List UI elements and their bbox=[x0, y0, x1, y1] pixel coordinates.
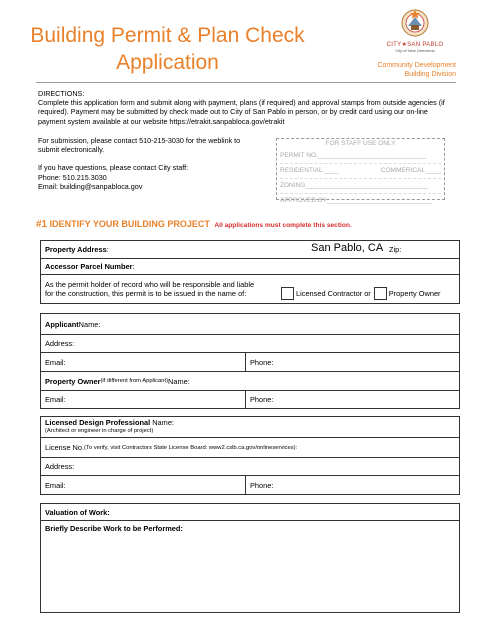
dept-line-1: Community Development bbox=[377, 62, 456, 69]
applicant-label: Applicant bbox=[45, 319, 79, 329]
city-state-value: San Pablo, CA bbox=[311, 242, 384, 254]
licensed-contractor-label: Licensed Contractor or bbox=[296, 288, 371, 298]
licensed-contractor-checkbox[interactable] bbox=[281, 287, 294, 300]
applicant-address-label: Address: bbox=[45, 339, 75, 348]
apn-colon: : bbox=[132, 262, 135, 271]
property-address-colon: : bbox=[106, 245, 109, 254]
contact-phone: Phone: 510.215.3030 bbox=[38, 172, 107, 182]
staff-permit-no-label: PERMIT NO.______________________________ bbox=[280, 152, 427, 159]
questions-text: If you have questions, please contact City staff: bbox=[38, 163, 189, 173]
describe-work-label: Briefly Describe Work to be Performed: bbox=[45, 524, 183, 533]
designer-box bbox=[40, 416, 460, 495]
holder-line-2: for the construction, this permit is to be issued in the name of: bbox=[45, 289, 247, 298]
staff-box-title: FOR STAFF USE ONLY bbox=[325, 140, 396, 147]
designer-address-row[interactable] bbox=[41, 458, 459, 476]
designer-email-label: Email: bbox=[45, 480, 66, 490]
form-title bbox=[20, 22, 315, 76]
applicant-box bbox=[40, 313, 460, 409]
section-1-heading bbox=[36, 219, 352, 230]
submission-text: For submission, please contact 510-215-3030 for the weblink to submit electronically. bbox=[38, 136, 241, 155]
owner-email-field[interactable] bbox=[41, 391, 246, 408]
valuation-label: Valuation of Work: bbox=[45, 507, 110, 517]
applicant-name-row[interactable] bbox=[41, 314, 459, 335]
logo-city-name: CITY★SAN PABLO bbox=[386, 42, 444, 48]
permit-holder-row bbox=[41, 275, 459, 303]
directions-heading: DIRECTIONS: bbox=[38, 89, 85, 98]
property-owner-label: Property Owner bbox=[388, 288, 441, 298]
staff-permit-no bbox=[280, 149, 441, 164]
owner-name-row[interactable] bbox=[41, 372, 459, 391]
work-box bbox=[40, 503, 460, 613]
staff-zoning bbox=[280, 179, 441, 194]
directions-block bbox=[38, 89, 456, 126]
contact-email: Email: building@sanpabloca.gov bbox=[38, 181, 143, 191]
staff-residential: RESIDENTIAL ____ bbox=[280, 167, 339, 174]
applicant-phone-field[interactable] bbox=[246, 353, 273, 371]
valuation-row[interactable] bbox=[41, 504, 459, 521]
applicant-address-row[interactable] bbox=[41, 335, 459, 353]
directions-body: Complete this application form and submit along with payment, plans (if required) and approval stamps from outside agencies (if required). Payment may be submitted by check made out to City of San Pablo in person, or by credit card using our on-line payment system available at our website https://etrakit.sanpabloca.gov/etrakit bbox=[38, 98, 445, 126]
designer-title: Licensed Design Professional bbox=[45, 418, 151, 427]
logo-tagline: City of New Directions bbox=[395, 48, 435, 53]
designer-phone-label: Phone: bbox=[250, 480, 274, 490]
applicant-email-label: Email: bbox=[45, 357, 66, 367]
describe-work-area[interactable] bbox=[41, 521, 459, 612]
staff-approved-by bbox=[280, 194, 441, 208]
property-box bbox=[40, 240, 460, 304]
zip-label: Zip: bbox=[389, 245, 402, 254]
applicant-email-field[interactable] bbox=[41, 353, 246, 371]
owner-phone-label: Phone: bbox=[250, 395, 274, 404]
staff-approved-label: APPROVED BY_____________________________ bbox=[280, 197, 432, 204]
owner-label: Property Owner bbox=[45, 376, 101, 386]
staff-commercial: COMMERICAL ____ bbox=[380, 167, 441, 174]
contact-block bbox=[38, 136, 263, 191]
designer-address-label: Address: bbox=[45, 462, 75, 471]
dept-line-2: Building Division bbox=[404, 71, 456, 78]
designer-name-label: Name: bbox=[150, 418, 174, 427]
staff-zoning-label: ZONING__________________________________ bbox=[280, 182, 429, 189]
city-seal-icon bbox=[400, 8, 430, 40]
applicant-contact-row bbox=[41, 353, 459, 372]
property-address-row[interactable] bbox=[41, 241, 459, 259]
section-note: All applications must complete this section. bbox=[214, 222, 352, 229]
section-number: #1 bbox=[36, 219, 48, 230]
city-logo bbox=[372, 8, 458, 53]
holder-line-1: As the permit holder of record who will be responsible and liable bbox=[45, 280, 255, 289]
department-name bbox=[377, 61, 456, 79]
designer-subtitle: (Architect or engineer in charge of project) bbox=[45, 428, 154, 434]
owner-phone-field[interactable] bbox=[246, 391, 273, 408]
staff-use-box bbox=[276, 138, 445, 204]
license-row[interactable] bbox=[41, 438, 459, 458]
title-line-1: Building Permit & Plan Check bbox=[30, 24, 305, 47]
designer-email-field[interactable] bbox=[41, 476, 246, 494]
designer-phone-field[interactable] bbox=[246, 476, 273, 494]
designer-name-row[interactable] bbox=[41, 417, 459, 438]
owner-name-label: Name: bbox=[168, 376, 190, 386]
applicant-name-label: Name: bbox=[78, 319, 101, 329]
designer-contact-row bbox=[41, 476, 459, 494]
property-owner-checkbox[interactable] bbox=[374, 287, 387, 300]
property-address-label: Property Address bbox=[45, 245, 107, 254]
license-label: License No. bbox=[45, 443, 85, 452]
applicant-phone-label: Phone: bbox=[250, 357, 274, 367]
permit-holder-text bbox=[45, 280, 281, 298]
license-note: (To verify, visit Contractors State License Board: www2.cslb.ca.gov/onlineservices): bbox=[84, 444, 298, 451]
owner-contact-row bbox=[41, 391, 459, 408]
header-divider bbox=[36, 82, 456, 83]
apn-row[interactable] bbox=[41, 259, 459, 275]
apn-label: Accessor Parcel Number bbox=[45, 262, 133, 271]
owner-note: (if different from Applicant) bbox=[100, 378, 169, 384]
owner-email-label: Email: bbox=[45, 395, 66, 404]
title-line-2: Application bbox=[116, 51, 219, 74]
section-title: IDENTIFY YOUR BUILDING PROJECT bbox=[49, 219, 210, 229]
staff-occupancy bbox=[280, 164, 441, 179]
